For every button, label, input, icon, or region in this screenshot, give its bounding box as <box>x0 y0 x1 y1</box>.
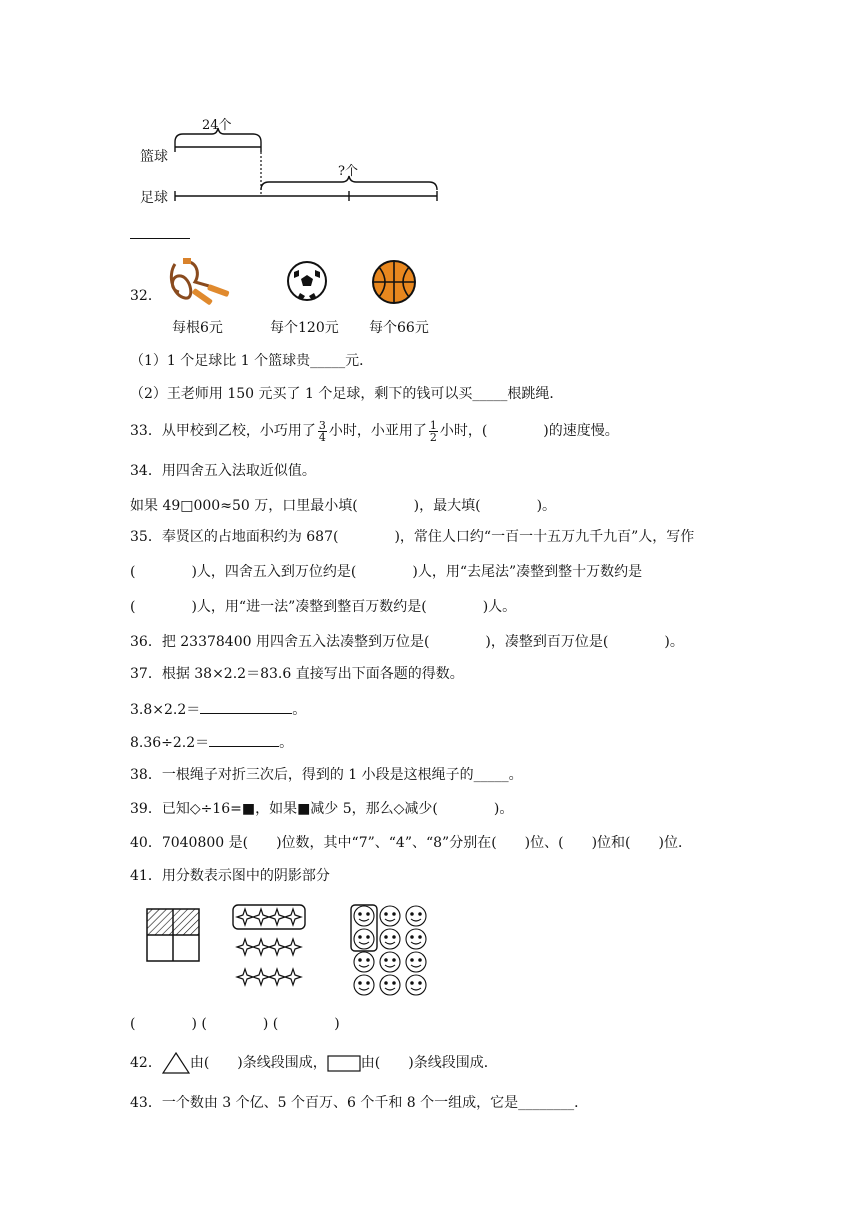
q36: 36．把 23378400 用四舍五入法凑整到万位是( )，凑整到百万位是( )。 <box>130 634 684 650</box>
q34-line2: 如果 49□000≈50 万，口里最小填( )，最大填( )。 <box>130 498 557 514</box>
bar-diagram <box>130 110 460 210</box>
q37-line3: 8.36÷2.2＝ 。 <box>130 732 293 753</box>
q43: 43．一个数由 3 个亿、5 个百万、6 个千和 8 个一组成，它是________． <box>130 1095 589 1111</box>
q40: 40．7040800 是( )位数，其中“7”、“4”、“8”分别在( )位、( )位和( )位． <box>130 835 692 851</box>
q37-line1: 37．根据 38×2.2＝83.6 直接写出下面各题的得数。 <box>130 666 464 682</box>
q38: 38．一根绳子对折三次后，得到的 1 小段是这根绳子的_____。 <box>130 767 523 783</box>
label-unknown: ?个 <box>338 164 358 179</box>
q42: 42． 由( )条线段围成， 由( )条线段围成． <box>130 1052 498 1074</box>
q32-sub2: （2）王老师用 150 元买了 1 个足球，剩下的钱可以买_____根跳绳． <box>130 386 564 402</box>
price-soccer: 每个120元 <box>270 320 339 336</box>
q34-line1: 34．用四舍五入法取近似值。 <box>130 463 316 479</box>
q35-line1: 35．奉贤区的占地面积约为 687( )，常住人口约“一百一十五万九千九百”人，写作 <box>130 529 695 545</box>
label-basketball: 篮球 <box>140 149 168 165</box>
q39: 39．已知◇÷16=■，如果■减少 5，那么◇减少( )。 <box>130 801 514 817</box>
q41-title: 41．用分数表示图中的阴影部分 <box>130 868 330 884</box>
label-football: 足球 <box>140 190 168 206</box>
bar-diagram-svg <box>130 110 460 210</box>
jump-rope-icon <box>165 256 237 306</box>
rectangle-icon <box>327 1053 361 1073</box>
price-basketball: 每个66元 <box>369 320 429 336</box>
q35-line3: ( )人，用“进一法”凑整到整百万数约是( )人。 <box>130 599 517 615</box>
label-24: 24个 <box>202 118 232 133</box>
soccer-ball-icon <box>286 260 328 302</box>
basketball-icon <box>371 259 417 305</box>
blank-37a <box>200 699 292 714</box>
stars-figure <box>231 903 307 999</box>
q32-number: 32． <box>130 288 162 304</box>
q33-mid: 小时，小亚用了 <box>328 423 427 439</box>
answer-blank-31 <box>130 238 190 239</box>
fraction-1-2: $\frac{1}{2}$ <box>429 418 437 444</box>
q32-sub1: （1）1 个足球比 1 个篮球贵_____元． <box>130 353 374 369</box>
q33 <box>130 418 619 444</box>
square-quarters-figure <box>146 908 200 962</box>
q35-line2: ( )人，四舍五入到万位约是( )人，用“去尾法”凑整到整十万数约是 <box>130 564 643 580</box>
q41-answers: ( ) ( ) ( ) <box>130 1016 340 1032</box>
q33-pre: 33．从甲校到乙校，小巧用了 <box>130 423 316 439</box>
triangle-icon <box>162 1052 190 1074</box>
smiley-faces-figure <box>349 903 435 999</box>
q37-line2: 3.8×2.2＝ 。 <box>130 699 306 720</box>
fraction-3-4: $\frac{3}{4}$ <box>318 418 326 444</box>
price-rope: 每根6元 <box>172 320 223 336</box>
q33-post: 小时，( )的速度慢。 <box>439 423 619 439</box>
blank-37b <box>209 732 279 747</box>
